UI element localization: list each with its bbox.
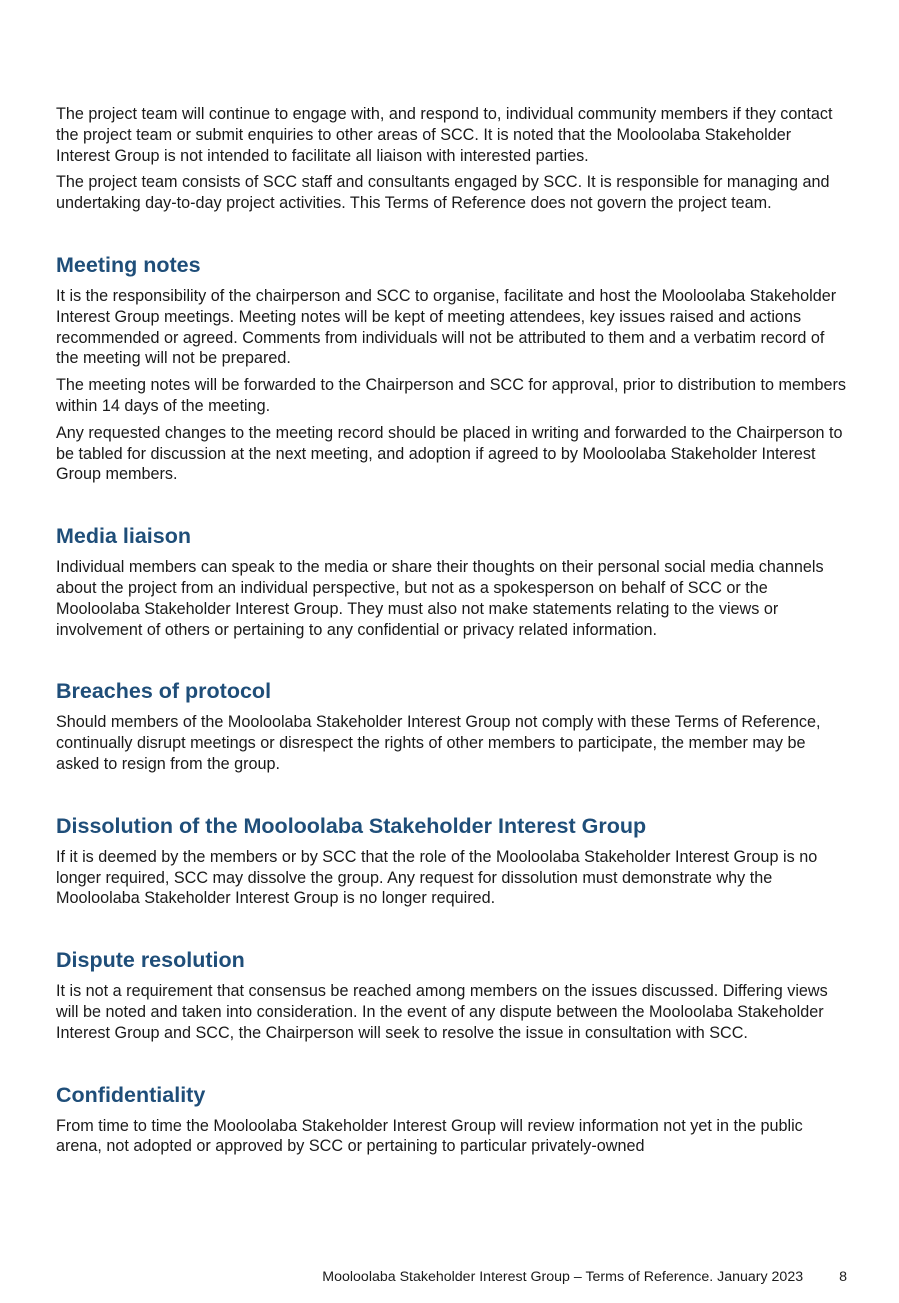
intro-paragraph: The project team consists of SCC staff and consultants engaged by SCC. It is responsible for managing and undertaking day-to-day project activities. This Terms of Reference does not govern the project team. <box>56 173 830 213</box>
section-dispute-resolution <box>56 947 846 1043</box>
section-heading: Media liaison <box>56 524 192 549</box>
intro-paragraph: The project team will continue to engage with, and respond to, individual community members if they contact the project team or submit enquiries to other areas of SCC. It is noted that the Mooloolaba Stakeholder Interest Group is not intended to facilitate all liaison with interested parties. <box>56 105 833 165</box>
section-paragraph: It is not a requirement that consensus be reached among members on the issues discussed. Differing views will be noted and taken into consideration. In the event of any dispute between the Mooloolaba Stakeholder Interest Group and SCC, the Chairperson will seek to resolve the issue in consultation with SCC. <box>56 982 828 1042</box>
section-heading: Dispute resolution <box>56 948 245 973</box>
section-paragraph: Should members of the Mooloolaba Stakeholder Interest Group not comply with these Terms of Reference, continually disrupt meetings or disrespect the rights of other members to participate, the member may be asked to resign from the group. <box>56 713 821 773</box>
page-number: 8 <box>839 1269 847 1285</box>
section-dissolution <box>56 813 846 909</box>
section-paragraph: Individual members can speak to the media or share their thoughts on their personal social media channels about the project from an individual perspective, but not as a spokesperson on behalf of SCC or the Mooloolaba Stakeholder Interest Group. They must also not make statements relating to the views or involvement of others or pertaining to any confidential or privacy related information. <box>56 558 824 639</box>
section-media-liaison <box>56 523 846 640</box>
section-breaches-of-protocol <box>56 678 846 774</box>
section-heading: Dissolution of the Mooloolaba Stakeholder Interest Group <box>56 813 647 838</box>
section-heading: Meeting notes <box>56 252 201 277</box>
section-paragraph: If it is deemed by the members or by SCC that the role of the Mooloolaba Stakeholder Interest Group is no longer required, SCC may dissolve the group. Any request for dissolution must demonstrate why the Mooloolaba Stakeholder Interest Group is no longer required. <box>56 847 818 908</box>
section-paragraph: From time to time the Mooloolaba Stakeholder Interest Group will review information not yet in the public arena, not adopted or approved by SCC or pertaining to particular privately-owned <box>56 1116 803 1156</box>
document-body <box>56 104 846 1163</box>
section-paragraph: It is the responsibility of the chairperson and SCC to organise, facilitate and host the Mooloolaba Stakeholder Interest Group meetings. Meeting notes will be kept of meeting attendees, key issues raised and actions recommended or agreed. Comments from individuals will not be attributed to them and a verbatim record of the meeting will not be prepared. <box>56 286 837 368</box>
section-meeting-notes <box>56 252 846 485</box>
section-paragraph: Any requested changes to the meeting record should be placed in writing and forwarded to the Chairperson to be tabled for discussion at the next meeting, and adoption if agreed to by Mooloolaba Stakeholder Interest Group members. <box>56 423 843 484</box>
section-heading: Breaches of protocol <box>56 679 272 704</box>
page-footer <box>322 1268 847 1286</box>
section-confidentiality <box>56 1082 846 1158</box>
section-heading: Confidentiality <box>56 1082 206 1107</box>
footer-document-title: Mooloolaba Stakeholder Interest Group – Terms of Reference. January 2023 <box>322 1269 804 1285</box>
section-paragraph: The meeting notes will be forwarded to the Chairperson and SCC for approval, prior to distribution to members within 14 days of the meeting. <box>56 376 846 415</box>
